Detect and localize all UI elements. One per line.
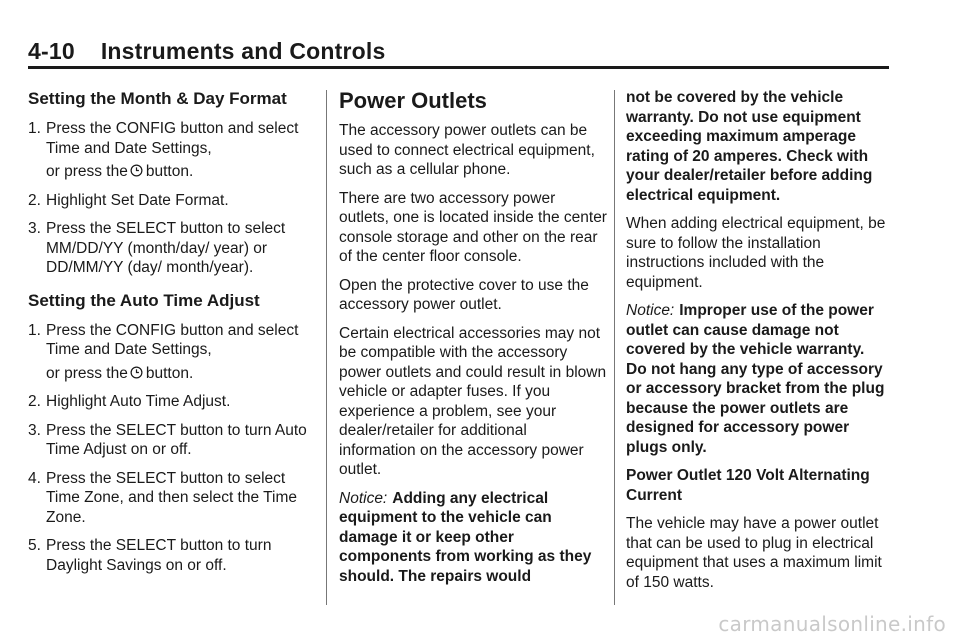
month-day-steps — [28, 119, 316, 278]
subheading-120v-outlet: Power Outlet 120 Volt Alternating Current — [626, 467, 870, 504]
page-number: 4-10 — [28, 38, 75, 64]
notice-paragraph: Notice: Adding any electrical equipment to the vehicle can damage it or keep other components from working as they should. The repairs would — [339, 489, 592, 585]
paragraph: The accessory power outlets can be used to connect electrical equipment, such as a cellular phone. — [339, 122, 595, 178]
column-1 — [28, 88, 316, 584]
section-title-month-day-format: Setting the Month & Day Format — [28, 89, 287, 108]
paragraph: When adding electrical equipment, be sure to follow the installation instructions included with the equipment. — [626, 215, 886, 291]
column-divider-2 — [614, 90, 615, 605]
watermark: carmanualsonline.info — [718, 612, 946, 636]
list-item: 1. Press the CONFIG button and select Time and Date Settings, or press the button. — [28, 321, 299, 382]
paragraph: Certain electrical accessories may not be compatible with the accessory power outlets and could result in blown vehicle or adapter fuses. If you experience a problem, see your dealer/retailer for additional information on the accessory power outlet. — [339, 324, 607, 478]
clock-icon — [130, 366, 143, 379]
list-item: 1. Press the CONFIG button and select Time and Date Settings, or press the button. — [28, 120, 299, 180]
list-item: 3. Press the SELECT button to turn Auto Time Adjust on or off. — [28, 421, 307, 458]
column-2 — [339, 88, 607, 595]
notice-label: Notice: — [626, 302, 675, 319]
notice-label: Notice: — [339, 489, 388, 507]
page-header — [28, 38, 386, 65]
chapter-title: Instruments and Controls — [100, 38, 386, 64]
section-title-auto-time-adjust: Setting the Auto Time Adjust — [28, 290, 260, 310]
column-divider-1 — [326, 90, 327, 605]
list-item: 4. Press the SELECT button to select Time Zone, and then select the Time Zone. — [28, 469, 297, 526]
notice-paragraph: Notice: Improper use of the power outlet can cause damage not covered by the vehicle warranty. Do not hang any type of accessory or accessory bracket from the plug because the power outlets are designed for accessory power plugs only. — [626, 302, 885, 456]
list-item: 5. Press the SELECT button to turn Daylight Savings on or off. — [28, 537, 272, 574]
paragraph: Open the protective cover to use the accessory power outlet. — [339, 276, 589, 313]
auto-time-steps — [28, 321, 316, 576]
list-item: 3. Press the SELECT button to select MM/DD/YY (month/day/ year) or DD/MM/YY (day/ month/year). — [28, 220, 286, 276]
notice-continuation: not be covered by the vehicle warranty. Do not use equipment exceeding maximum amperage rating of 20 amperes. Check with your dealer/retailer before adding electrical equipment. — [626, 89, 873, 204]
paragraph: There are two accessory power outlets, one is located inside the center console storage and other on the rear of the center floor console. — [339, 189, 607, 265]
section-title-power-outlets: Power Outlets — [339, 88, 487, 113]
list-item: 2. Highlight Set Date Format. — [28, 191, 229, 209]
list-item: 2. Highlight Auto Time Adjust. — [28, 393, 231, 410]
paragraph: The vehicle may have a power outlet that can be used to plug in electrical equipment that uses a maximum limit of 150 watts. — [626, 515, 882, 591]
header-rule — [28, 66, 889, 69]
clock-icon — [130, 164, 143, 177]
column-3 — [626, 88, 888, 601]
